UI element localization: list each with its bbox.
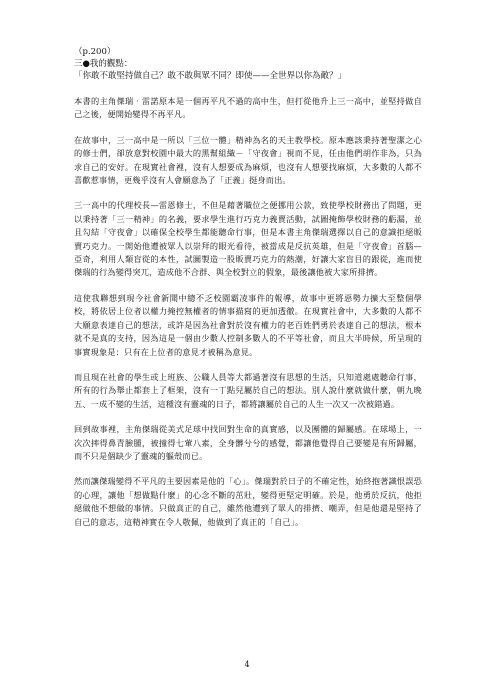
page-reference: （p.200） [74,47,116,57]
document-body [74,46,422,541]
page-number: 4 [244,660,250,669]
paragraph-1: 本書的主角傑瑞‧雷諾原本是一個再平凡不過的高中生，但打從他升上三一高中，並堅持做自己之後，便開始變得不再平凡。 [74,96,422,120]
quote-line: 「你敢不敢堅持做自己？敢不敢與眾不同？即使——全世界以你為敵？」 [74,71,347,81]
paragraph-3: 三一高中的代理校長—雷恩修士，不但是藉著職位之便挪用公款，致使學校財務出了問題，更以秉持著「三一精神」的名義，要求學生進行巧克力義賣活動，試圖掩飾學校財務的虧漏，並且勾結「守夜會」以確保全校學生都能聽命行事，但是本書主角傑瑞選擇以自己的意識拒絕販賣巧克力。一開始他遭被眾人以崇拜的眼光看待，被當成是反抗英雄，但是「守夜會」首腦—亞奇，利用人類盲從的本性，試圖製造一股販賣巧克力的熱潮，好讓大家盲目的跟從，進而使傑瑞的行為變得突兀，造成他不合群、與全校對立的假象，最後讓他被大家所排擠。 [74,200,422,278]
paragraph-2: 在故事中，三一高中是一所以「三位一體」精神為名的天主教學校。原本應該秉持著聖潔之心的修士們，卻放意對校園中最大的黑幫組織－「守夜會」視而不見，任由他們胡作非為，只為求自己的安好。在現實社會裡，沒有人想要成為麻煩，也沒有人想要找麻煩，大多數的人都不喜歡惹事情，更幾乎沒有人會願意為了「正義」挺身而出。 [74,134,422,186]
paragraph-6: 回到故事裡，主角傑瑞從美式足球中找回對生命的真實感，以及團體的歸屬感。在球場上，一次次摔得鼻青臉腫，被撞得七葷八素，全身髒兮兮的感覺，都讓他覺得自己要變是有所歸屬，而不只是個缺少了靈魂的軀殼而已。 [74,424,422,461]
paragraph-7: 然而讓傑瑞變得不平凡的主要因素是他的「心」。傑瑞對於日子的不確定性，始終抱著識恨誤恐的心理，讓他「想做點什麼」的心念不斷的茁壯，變得更堅定明確。於是，他勇於反抗，他拒絕做他不想做的事情。只做真正的自己，雖然他遭到了眾人的排擠、嘲弄，但是他還是堅持了自己的意志，這精神實在令人敬佩，他做到了真正的「自己」。 [74,476,422,527]
paragraph-5: 而且現在社會的學生或上班族、公職人員等大都過著沒有思想的生活，只知道處處聽命行事，所有的行為舉止都套上了框架，沒有一丁點兒屬於自己的想法。別人說什麼就做什麼，朝九晚五、一成不變的生活，這種沒有靈魂的日子，都將讓屬於自己的人生一次又一次被錯過。 [74,371,422,409]
paragraph-4: 這使我聯想到現今社會新聞中總不乏校園霸凌事件的報導，故事中更將惡勢力擴大至整個學校，將依居上位者以權力掩控無權者的情事描寫的更加透徹。在現實社會中，大多數的人都不大願意表達自己的想法，或許是因為社會對於沒有權力的老百姓們勇於表達自己的想法，根本就不是真的支持，因為這是一個由少數人控制多數人的不平等社會，而且大半時候，所呈現的事實現象是：只有在上位者的意見才被稱為意見。 [74,292,422,357]
section-heading: 三●我的觀點： [74,59,133,69]
